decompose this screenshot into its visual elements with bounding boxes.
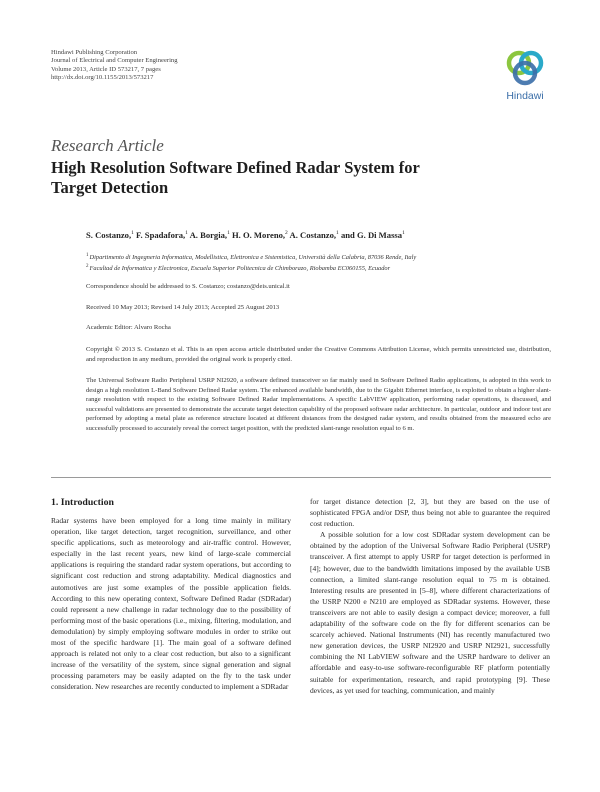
affiliation: $^2$Facultad de Informatica y Electronica, Escuela Superior Politecnica de Chimborazo, Riobamba EC060155, Ecuador <box>86 263 391 272</box>
title-line: High Resolution Software Defined Radar System for <box>51 158 420 177</box>
affiliation: $^1$Dipartimento di Ingegneria Informatica, Modellistica, Elettronica e Sistemistica, Università della Calabria, 87036 Rende, Italy <box>86 253 417 262</box>
author: A. Costanzo,$^1$ <box>289 230 339 240</box>
title-line: Target Detection <box>51 178 169 197</box>
author: S. Costanzo,$^1$ <box>86 230 134 240</box>
correspondence: Correspondence should be addressed to S. Costanzo; costanzo@deis.unical.it <box>86 283 290 290</box>
abstract: The Universal Software Radio Peripheral USRP NI2920, a software defined transceiver so far mainly used in Software Defined Radio applications, is adopted in this work to design a high resolution L-Band Software Defined Radar system. The enhanced available bandwidth, due to the Gigabit Ethernet interface, is exploited to obtain a higher slant-range resolution with respect to the existing Software Defined Radar implementations. A specific LabVIEW application, performing radar operations, is discussed, and successful validations are presented to demonstrate the accurate target detection capability of the proposed software radar architecture. In particular, outdoor and indoor test are performed by adopting a metal plate as reference structure located at different distances from the designed radar system, and results obtained from the measured echo are successfully processed to accurately reveal the correct target position, with the predicted slant-range resolution equal to 6 m. <box>86 377 551 432</box>
author-list <box>86 230 556 240</box>
logo-text: Hindawi <box>506 90 544 102</box>
publisher-info <box>51 49 178 82</box>
publisher-name: Hindawi Publishing Corporation <box>51 49 138 56</box>
divider <box>51 477 551 478</box>
author: A. Borgia,$^1$ <box>189 230 230 240</box>
paragraph: A possible solution for a low cost SDRadar system development can be obtained by the adoption of the Universal Software Radio Peripheral (USRP) transceiver. A first attempt to apply USRP for target detection is performed in [4]; however, due to the bandwidth limitations imposed by the available USB connection, a limited slant-range resolution equal to 75 m is obtained. Interesting results are presented in [5–8], where different characterizations of the USRP N200 e N210 are employed as SDRadar systems. However, these transceivers are not able to easily design a compact device; moreover, a full adaptability of the software code on the fly for different scenarios can be scarcely achieved. National Instruments (NI) has recently manufactured two new generation devices, the USRP NI2920 and USRP NI2921, successfully combining the NI LabVIEW software and the USRP hardware to deliver an affordable and easy-to-use software-reconfigurable RF platform potentially suitable for experimentation, research, and rapid prototyping [9]. These devices, as yet used for teaching, communication, and mainly <box>310 530 550 695</box>
paragraph-wrap <box>310 529 550 695</box>
journal-name: Journal of Electrical and Computer Engineering <box>51 57 178 65</box>
article-title <box>51 158 521 198</box>
author: F. Spadafora,$^1$ <box>136 230 188 240</box>
left-column <box>51 515 291 693</box>
dates: Received 10 May 2013; Revised 14 July 2013; Accepted 25 August 2013 <box>86 304 280 311</box>
affiliations <box>86 252 416 273</box>
author: and G. Di Massa$^1$ <box>340 230 405 240</box>
copyright-notice: Copyright © 2013 S. Costanzo et al. This is an open access article distributed under the Creative Commons Attribution License, which permits unrestricted use, distribution, and reproduction in any medium, provided the original work is properly cited. <box>86 346 551 363</box>
paragraph: Radar systems have been employed for a long time mainly in military operation, like target detection, target recognition, surveillance, and other specific applications, such as meteorology and air-traffic control. However, especially in the last recent years, new kind of large-scale commercial applications is requiring the standard radar system operations, but according to significant cost reduction and strong adaptability. Medical diagnostics and automotives are just some examples of the possible application fields. According to this new operating context, Software Defined Radar (SDRadar) could represent a new challenge in radar technology due to the possibility of performing most of the basic operations (i.e., mixing, filtering, modulation, and demodulation) by simply employing software modules in order to strike out most of the specific hardware [1]. The main goal of a software defined approach is related not only to a clear cost reduction, but also to a significant increase of the versatility of the system, since signal generation and signal processing parameters may be easily adapted on the fly to the task under consideration. New researches are recently conducted to implement a SDRadar <box>51 516 291 692</box>
hindawi-logo <box>497 48 553 108</box>
academic-editor: Academic Editor: Alvaro Rocha <box>86 324 171 331</box>
article-type: Research Article <box>51 136 164 155</box>
volume-info: Volume 2013, Article ID 573217, 7 pages <box>51 65 161 73</box>
right-column <box>310 496 550 696</box>
paragraph: for target distance detection [2, 3], but they are based on the use of sophisticated FPGA and/or DSP, thus being not able to guarantee the required cost reduction. <box>310 497 550 529</box>
author: H. O. Moreno,$^2$ <box>231 230 288 240</box>
doi-link[interactable]: http://dx.doi.org/10.1155/2013/573217 <box>51 73 154 81</box>
section-heading: 1. Introduction <box>51 497 114 508</box>
hindawi-rings-icon <box>503 48 547 88</box>
